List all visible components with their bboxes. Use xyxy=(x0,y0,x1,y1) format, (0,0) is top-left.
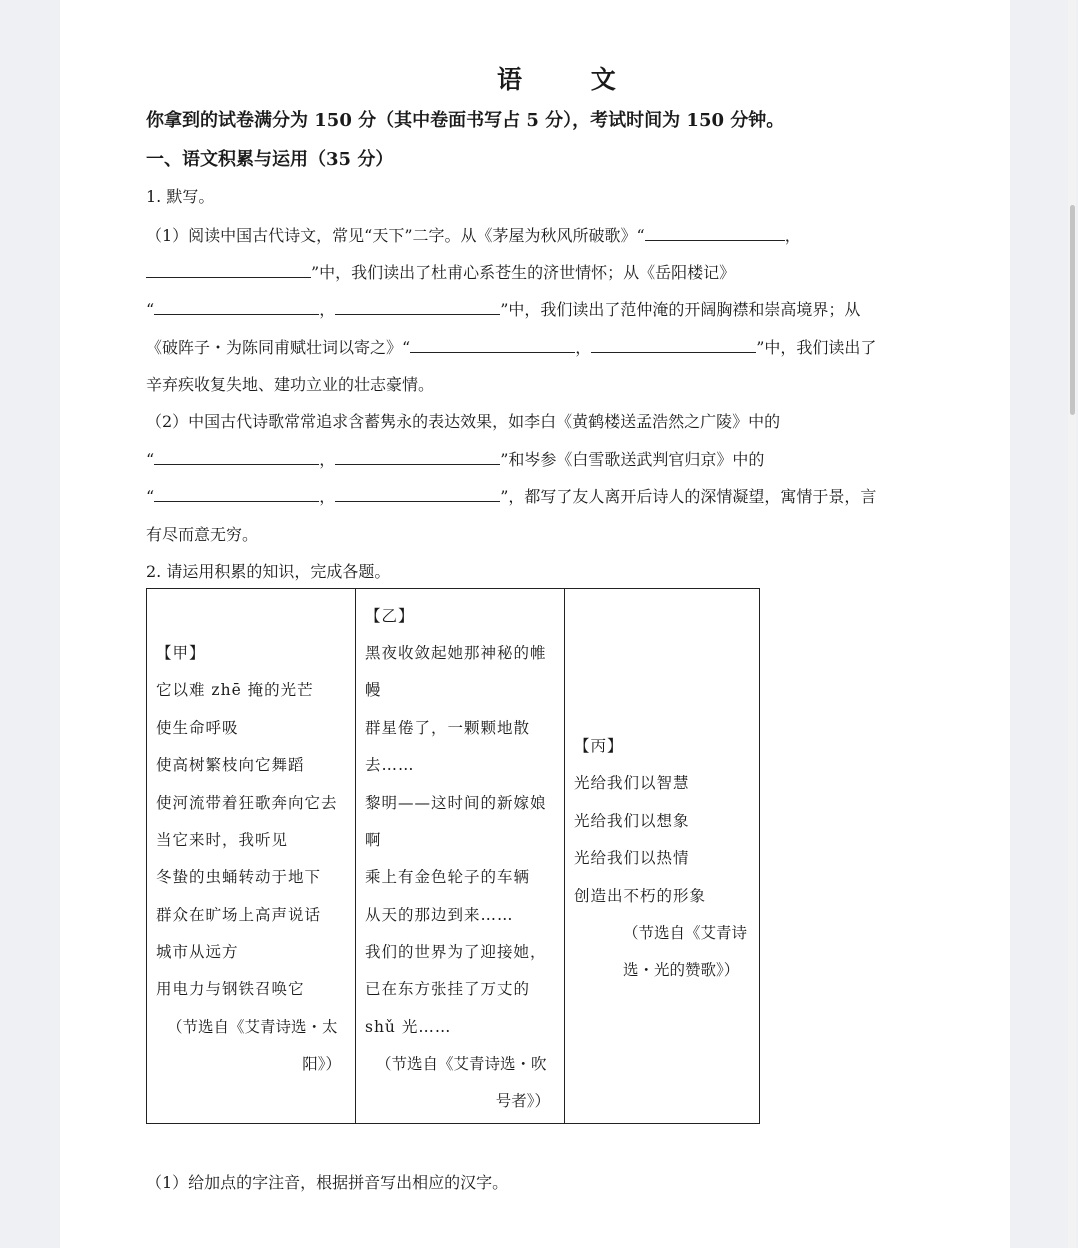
poem-jia-source: （节选自《艾青诗选・太 xyxy=(167,1018,338,1036)
text-segment: ”，都写了友人离开后诗人的深情凝望，寓情于景，言 xyxy=(500,487,877,506)
poem-line: 光给我们以智慧 xyxy=(574,774,690,792)
document-page xyxy=(60,0,1010,1248)
section-heading: 一、语文积累与运用（35 分） xyxy=(146,149,394,170)
answer-blank[interactable] xyxy=(335,298,500,315)
q1-line-3 xyxy=(146,297,860,320)
poem-bing-cell xyxy=(565,589,760,1124)
poem-line: 幔 xyxy=(365,681,382,699)
poem-line: 已在东方张挂了万丈的 xyxy=(365,980,531,998)
text-segment: “ xyxy=(146,450,155,469)
answer-blank[interactable] xyxy=(154,448,319,465)
poem-line: 从天的那边到来…… xyxy=(365,906,514,924)
exam-intro: 你拿到的试卷满分为 150 分（其中卷面书写占 5 分），考试时间为 150 分钟。 xyxy=(146,110,785,131)
text-segment: “ xyxy=(146,487,155,506)
poem-yi-source-end: 号者》） xyxy=(495,1092,550,1110)
q2-sub-question-1: （1）给加点的字注音，根据拼音写出相应的汉字。 xyxy=(146,1173,509,1192)
text-segment: ， xyxy=(784,226,801,245)
q1-line-2 xyxy=(146,260,735,283)
text-segment: ， xyxy=(319,450,336,469)
poem-line: 我们的世界为了迎接她， xyxy=(365,943,547,961)
poem-line: 群众在旷场上高声说话 xyxy=(156,906,322,924)
scrollbar-track[interactable] xyxy=(1068,0,1076,1248)
question-1-label: 1. 默写。 xyxy=(146,187,215,206)
poem-yi-source: （节选自《艾青诗选・吹 xyxy=(376,1055,547,1073)
answer-blank[interactable] xyxy=(335,448,500,465)
text-segment: （1）阅读中国古代诗文，常见“天下”二字。从《茅屋为秋风所破歌》“ xyxy=(146,226,645,245)
scrollbar-thumb[interactable] xyxy=(1070,205,1075,415)
poem-line: 创造出不朽的形象 xyxy=(574,887,707,905)
q1-line-1 xyxy=(146,223,801,246)
answer-blank[interactable] xyxy=(645,224,785,241)
poem-line: 光给我们以热情 xyxy=(574,849,690,867)
poem-jia-head: 【甲】 xyxy=(156,644,206,662)
text-segment: ”中，我们读出了 xyxy=(756,338,877,357)
poem-line: 冬蛰的虫蛹转动于地下 xyxy=(156,868,322,886)
poem-line: 使河流带着狂歌奔向它去 xyxy=(156,794,338,812)
poem-bing-source-end: 选・光的赞歌》） xyxy=(623,961,740,979)
q1-line-6: （2）中国古代诗歌常常追求含蓄隽永的表达效果，如李白《黄鹤楼送孟浩然之广陵》中的 xyxy=(146,412,781,431)
q1-line-8 xyxy=(146,484,876,507)
poem-jia-source-end: 阳》） xyxy=(302,1055,341,1073)
answer-blank[interactable] xyxy=(154,298,319,315)
text-segment: ， xyxy=(319,300,336,319)
poem-line: 城市从远方 xyxy=(156,943,239,961)
answer-blank[interactable] xyxy=(154,485,319,502)
poem-line: 黎明——这时间的新嫁娘 xyxy=(365,794,547,812)
q1-line-4 xyxy=(146,335,876,358)
poem-line: 当它来时，我听见 xyxy=(156,831,289,849)
text-segment: “ xyxy=(146,300,155,319)
q1-line-7 xyxy=(146,447,764,470)
q1-line-5: 辛弃疾收复失地、建功立业的壮志豪情。 xyxy=(146,375,435,394)
poem-line: 啊 xyxy=(365,831,382,849)
answer-blank[interactable] xyxy=(335,485,500,502)
poem-line: 使高树繁枝向它舞蹈 xyxy=(156,756,305,774)
answer-blank[interactable] xyxy=(591,336,756,353)
poem-line: 乘上有金色轮子的车辆 xyxy=(365,868,531,886)
text-segment: ， xyxy=(575,338,592,357)
text-segment: 《破阵子・为陈同甫赋壮词以寄之》“ xyxy=(146,338,411,357)
poem-line: 群星倦了，一颗颗地散 xyxy=(365,719,531,737)
poem-bing-head: 【丙】 xyxy=(574,737,624,755)
poem-yi-head: 【乙】 xyxy=(365,607,415,625)
answer-blank[interactable] xyxy=(410,336,575,353)
text-segment: ， xyxy=(319,487,336,506)
text-segment: ”和岑参《白雪歌送武判官归京》中的 xyxy=(500,450,765,469)
poem-line: 用电力与钢铁召唤它 xyxy=(156,980,305,998)
poem-line: 黑夜收敛起她那神秘的帷 xyxy=(365,644,547,662)
poem-line: shǔ 光…… xyxy=(365,1018,452,1036)
poems-table xyxy=(146,588,760,1124)
answer-blank[interactable] xyxy=(146,261,311,278)
page-title: 语 文 xyxy=(497,65,646,94)
poem-bing-source: （节选自《艾青诗 xyxy=(623,924,748,942)
poem-line: 去…… xyxy=(365,756,415,774)
poem-line: 使生命呼吸 xyxy=(156,719,239,737)
poem-line: 它以难 zhē 掩的光芒 xyxy=(156,681,314,699)
poem-yi-cell xyxy=(356,589,565,1124)
question-2-label: 2. 请运用积累的知识，完成各题。 xyxy=(146,562,391,581)
poem-jia-cell xyxy=(147,589,356,1124)
text-segment: ”中，我们读出了杜甫心系苍生的济世情怀；从《岳阳楼记》 xyxy=(311,263,736,282)
poem-line: 光给我们以想象 xyxy=(574,812,690,830)
text-segment: ”中，我们读出了范仲淹的开阔胸襟和崇高境界；从 xyxy=(500,300,861,319)
q1-line-9: 有尽而意无穷。 xyxy=(146,525,259,544)
